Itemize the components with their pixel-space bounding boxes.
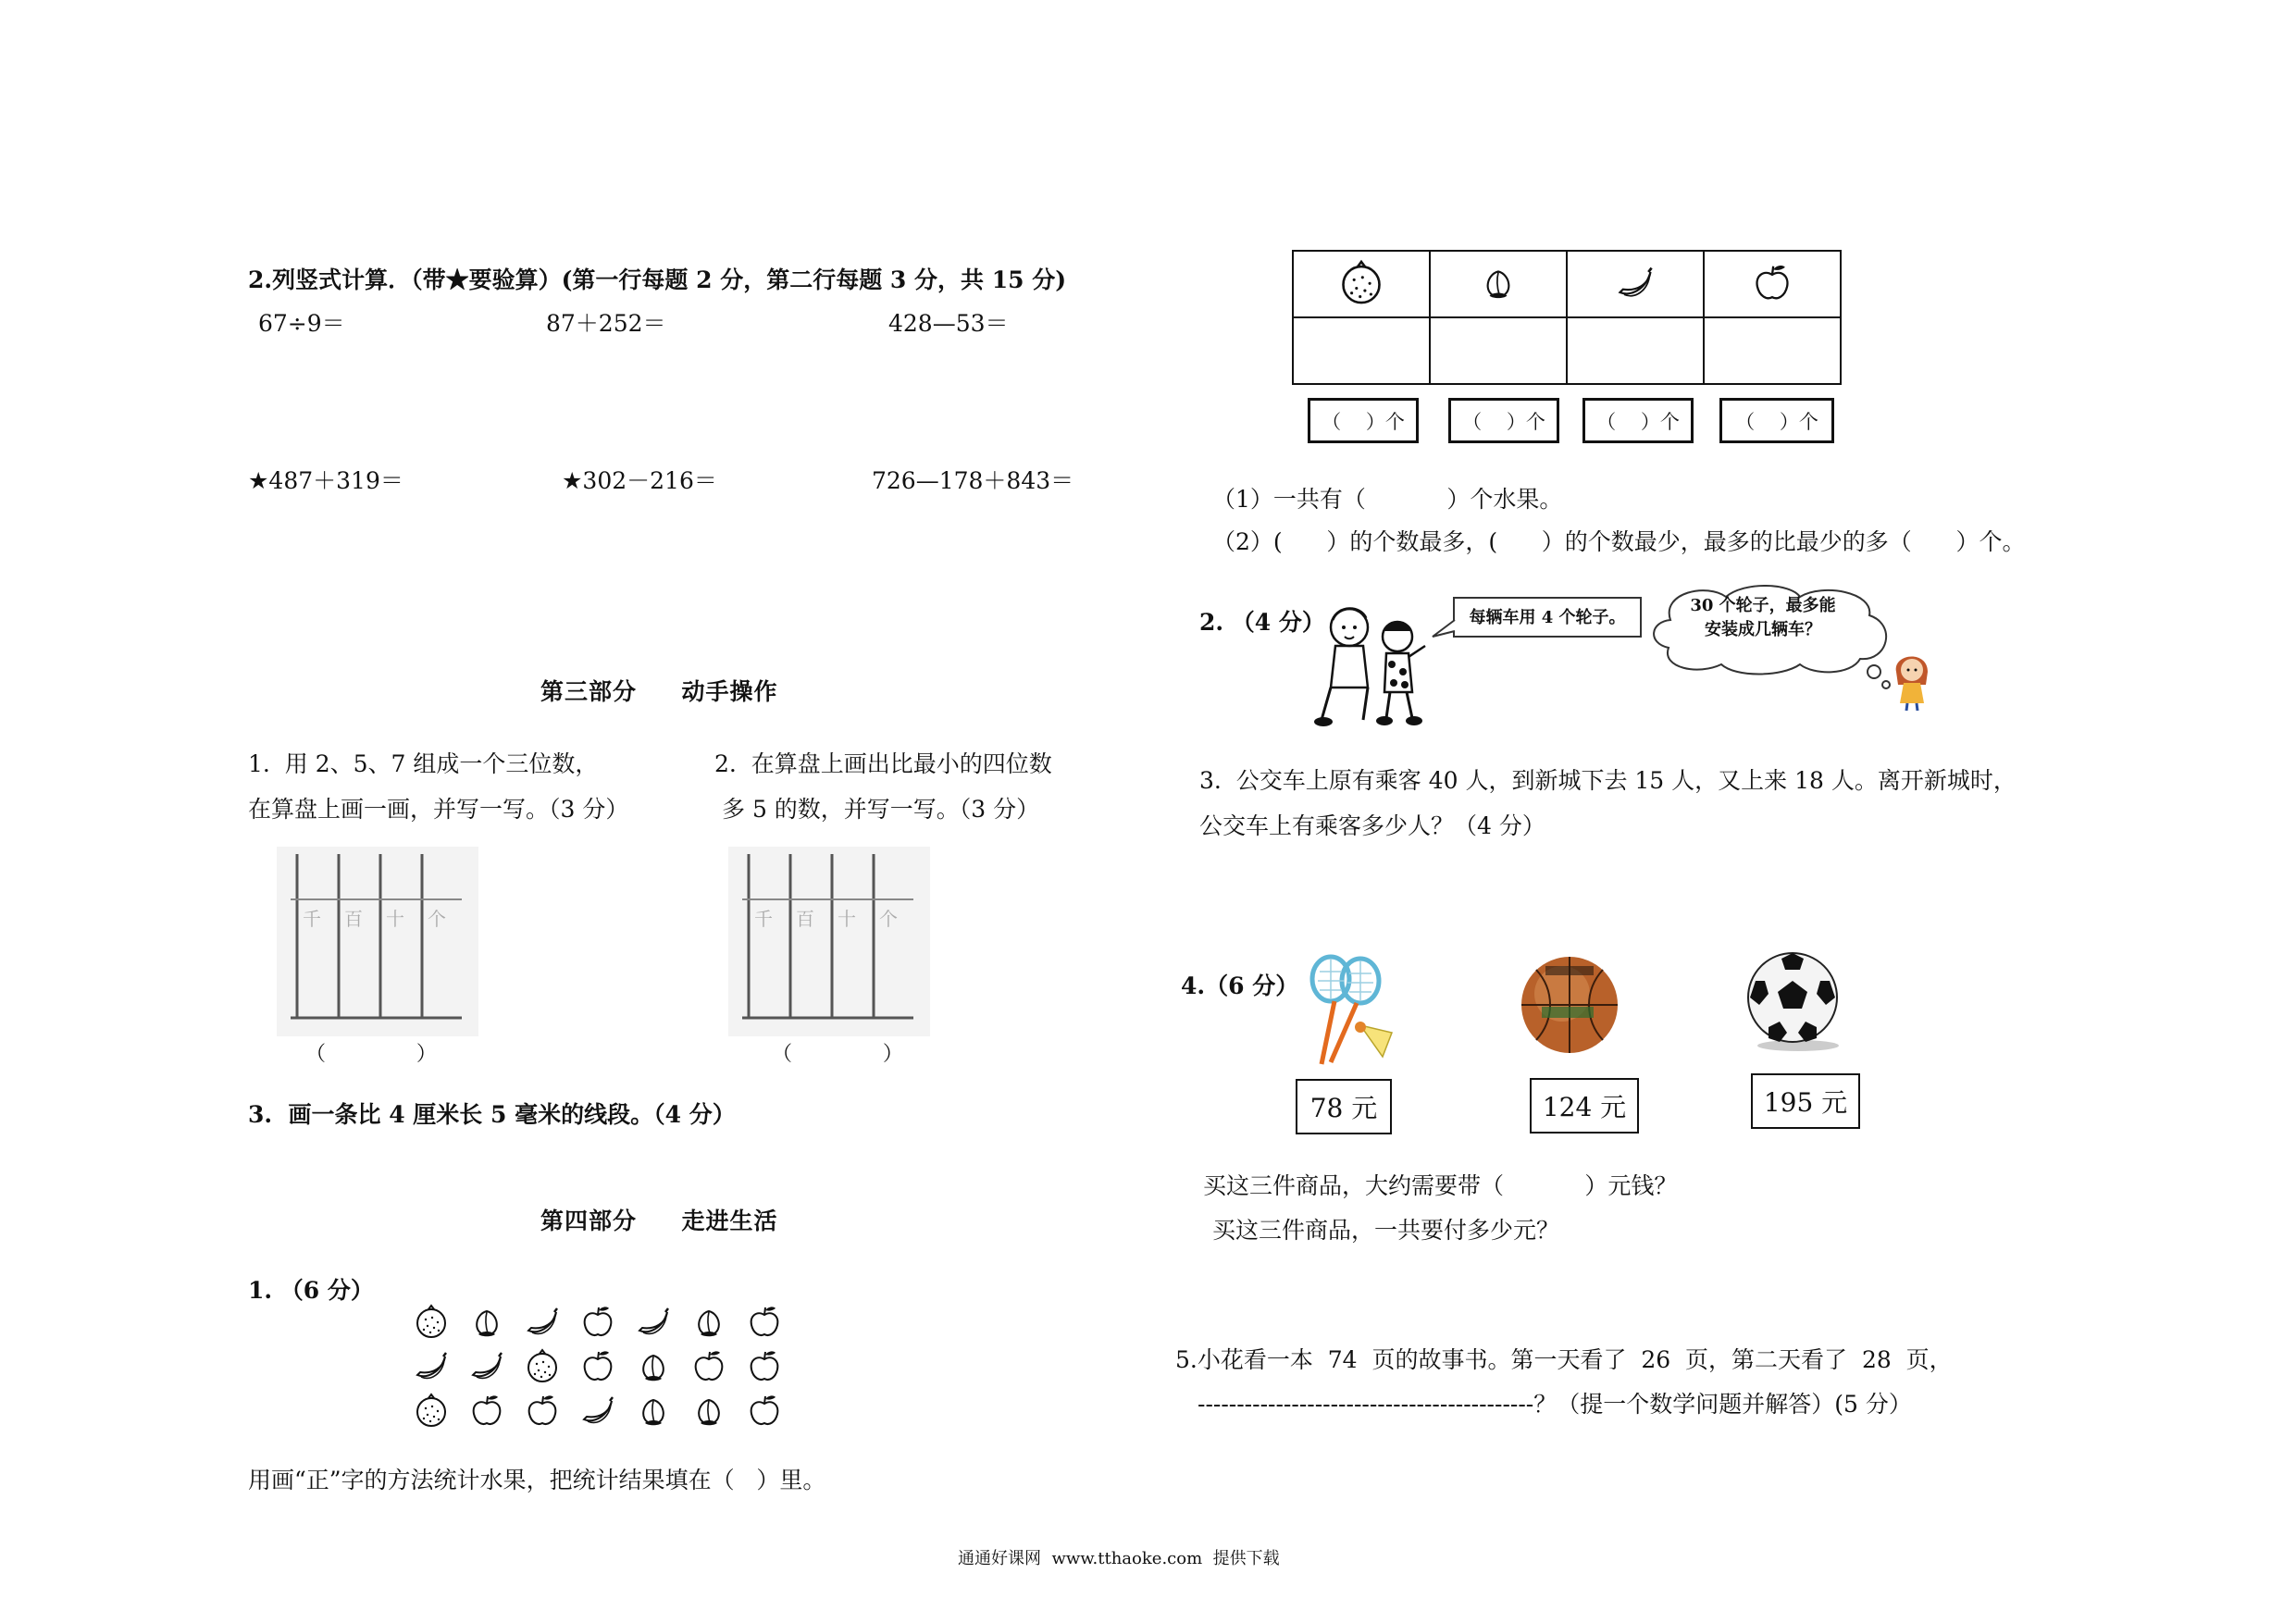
price-box: 78 元 [1296,1079,1392,1134]
speech-bubble [1453,597,1642,638]
peach-icon [690,1303,727,1340]
apple-icon [579,1347,616,1384]
count-box[interactable]: （ ）个 [1582,398,1694,443]
abacus-2[interactable] [728,847,930,1036]
abacus-rods [728,847,930,1036]
tally-cell[interactable] [1704,317,1841,384]
abacus-label: 百 [796,908,814,930]
fruit-tally-table [1292,250,1842,385]
fruit-grid [413,1303,783,1429]
banana-icon [635,1303,672,1340]
banana-icon [413,1347,450,1384]
table-header-cell [1704,251,1841,317]
apple-icon [746,1347,783,1384]
apple-icon [468,1392,505,1429]
abacus-label: 十 [838,908,856,930]
speech-tail [1431,618,1458,640]
soccer-ball-icon [1744,949,1846,1053]
apple-icon [746,1303,783,1340]
q3-line2: 公交车上有乘客多少人？（4 分） [1199,812,1545,839]
q1-sub2: （2）( ）的个数最多，( ）的个数最少，最多的比最少的多（ ）个。 [1212,528,2026,555]
apple-icon [1751,261,1793,304]
orange-icon [1337,258,1385,306]
page-footer: 通通好课网 www.tthaoke.com 提供下载 [958,1549,1280,1568]
calc-problem: 87＋252＝ [546,310,666,337]
answer-blank[interactable]: （ ） [305,1043,437,1066]
abacus-label: 十 [386,908,404,930]
calc-problem-verify: ★487＋319＝ [248,467,403,494]
abacus-label: 千 [754,908,773,930]
abacus-1[interactable] [277,847,478,1036]
tally-instruction: 用画“正”字的方法统计水果，把统计结果填在（ ）里。 [248,1467,826,1493]
part3-q1-line1: 1. 用 2、5、7 组成一个三位数， [248,750,599,777]
peach-icon [635,1347,672,1384]
q3-line1: 3. 公交车上原有乘客 40 人，到新城下去 15 人，又上来 18 人。离开新城时， [1199,767,2017,794]
calc-problem: 67÷9＝ [258,310,345,337]
peach-icon [1479,263,1518,302]
calc-problem: 428—53＝ [888,310,1009,337]
peach-icon [690,1392,727,1429]
calc-problem: 726—178＋843＝ [872,467,1074,494]
part4-q1-label: 1. （6 分） [248,1277,374,1304]
abacus-label: 个 [879,908,898,930]
girl-illustration [1891,648,1933,712]
q4-label: 4.（6 分） [1181,973,1299,999]
tally-cell[interactable] [1430,317,1567,384]
price-box: 195 元 [1751,1073,1860,1129]
abacus-label: 百 [344,908,363,930]
part3-q3: 3. 画一条比 4 厘米长 5 毫米的线段。（4 分） [248,1101,736,1128]
thought-line: 30 个轮子，最多能 [1690,596,1836,615]
table-header-cell [1293,251,1430,317]
abacus-label: 千 [303,908,321,930]
q5-line2: -------------------------------------------？（提一个数学问题并解答）(5 分） [1198,1391,1912,1418]
speech-text: 每辆车用 4 个轮子。 [1469,607,1626,627]
price-box: 124 元 [1530,1078,1639,1134]
calc-question-title: 2.列竖式计算．（带★要验算）(第一行每题 2 分，第二行每题 3 分，共 15 分) [248,266,1067,293]
count-box[interactable]: （ ）个 [1308,398,1419,443]
thought-text [1666,594,1860,642]
banana-icon [579,1392,616,1429]
orange-icon [413,1392,450,1429]
part3-q2-line1: 2. 在算盘上画出比最小的四位数 [714,750,1052,777]
children-illustration [1312,600,1433,729]
q4-sub2: 买这三件商品，一共要付多少元？ [1212,1217,1560,1244]
badminton-icon [1303,953,1405,1073]
tally-cell[interactable] [1567,317,1704,384]
q1-sub1: （1）一共有（ ）个水果。 [1212,486,1563,513]
count-box[interactable]: （ ）个 [1448,398,1559,443]
q5-line1: 5.小花看一本 74 页的故事书。第一天看了 26 页，第二天看了 28 页， [1175,1346,1953,1373]
thought-line: 安装成几辆车？ [1705,620,1821,639]
apple-icon [690,1347,727,1384]
part3-heading: 第三部分 动手操作 [540,678,778,705]
banana-icon [468,1347,505,1384]
q2-label: 2. （4 分） [1199,609,1325,636]
apple-icon [579,1303,616,1340]
banana-icon [524,1303,561,1340]
part4-heading: 第四部分 走进生活 [540,1208,778,1234]
tally-cell[interactable] [1293,317,1430,384]
part3-q1-line2: 在算盘上画一画，并写一写。（3 分） [248,796,629,823]
basketball-icon [1518,953,1621,1057]
orange-icon [524,1347,561,1384]
table-header-cell [1567,251,1704,317]
peach-icon [635,1392,672,1429]
peach-icon [468,1303,505,1340]
table-header-cell [1430,251,1567,317]
apple-icon [746,1392,783,1429]
count-box[interactable]: （ ）个 [1719,398,1834,443]
abacus-label: 个 [428,908,446,930]
q4-sub1: 买这三件商品，大约需要带（ ）元钱？ [1203,1172,1678,1199]
orange-icon [413,1303,450,1340]
calc-problem-verify: ★302－216＝ [562,467,717,494]
banana-icon [1615,262,1656,303]
apple-icon [524,1392,561,1429]
part3-q2-line2: 多 5 的数，并写一写。（3 分） [722,796,1040,823]
answer-blank[interactable]: （ ） [772,1043,903,1066]
abacus-rods [277,847,478,1036]
